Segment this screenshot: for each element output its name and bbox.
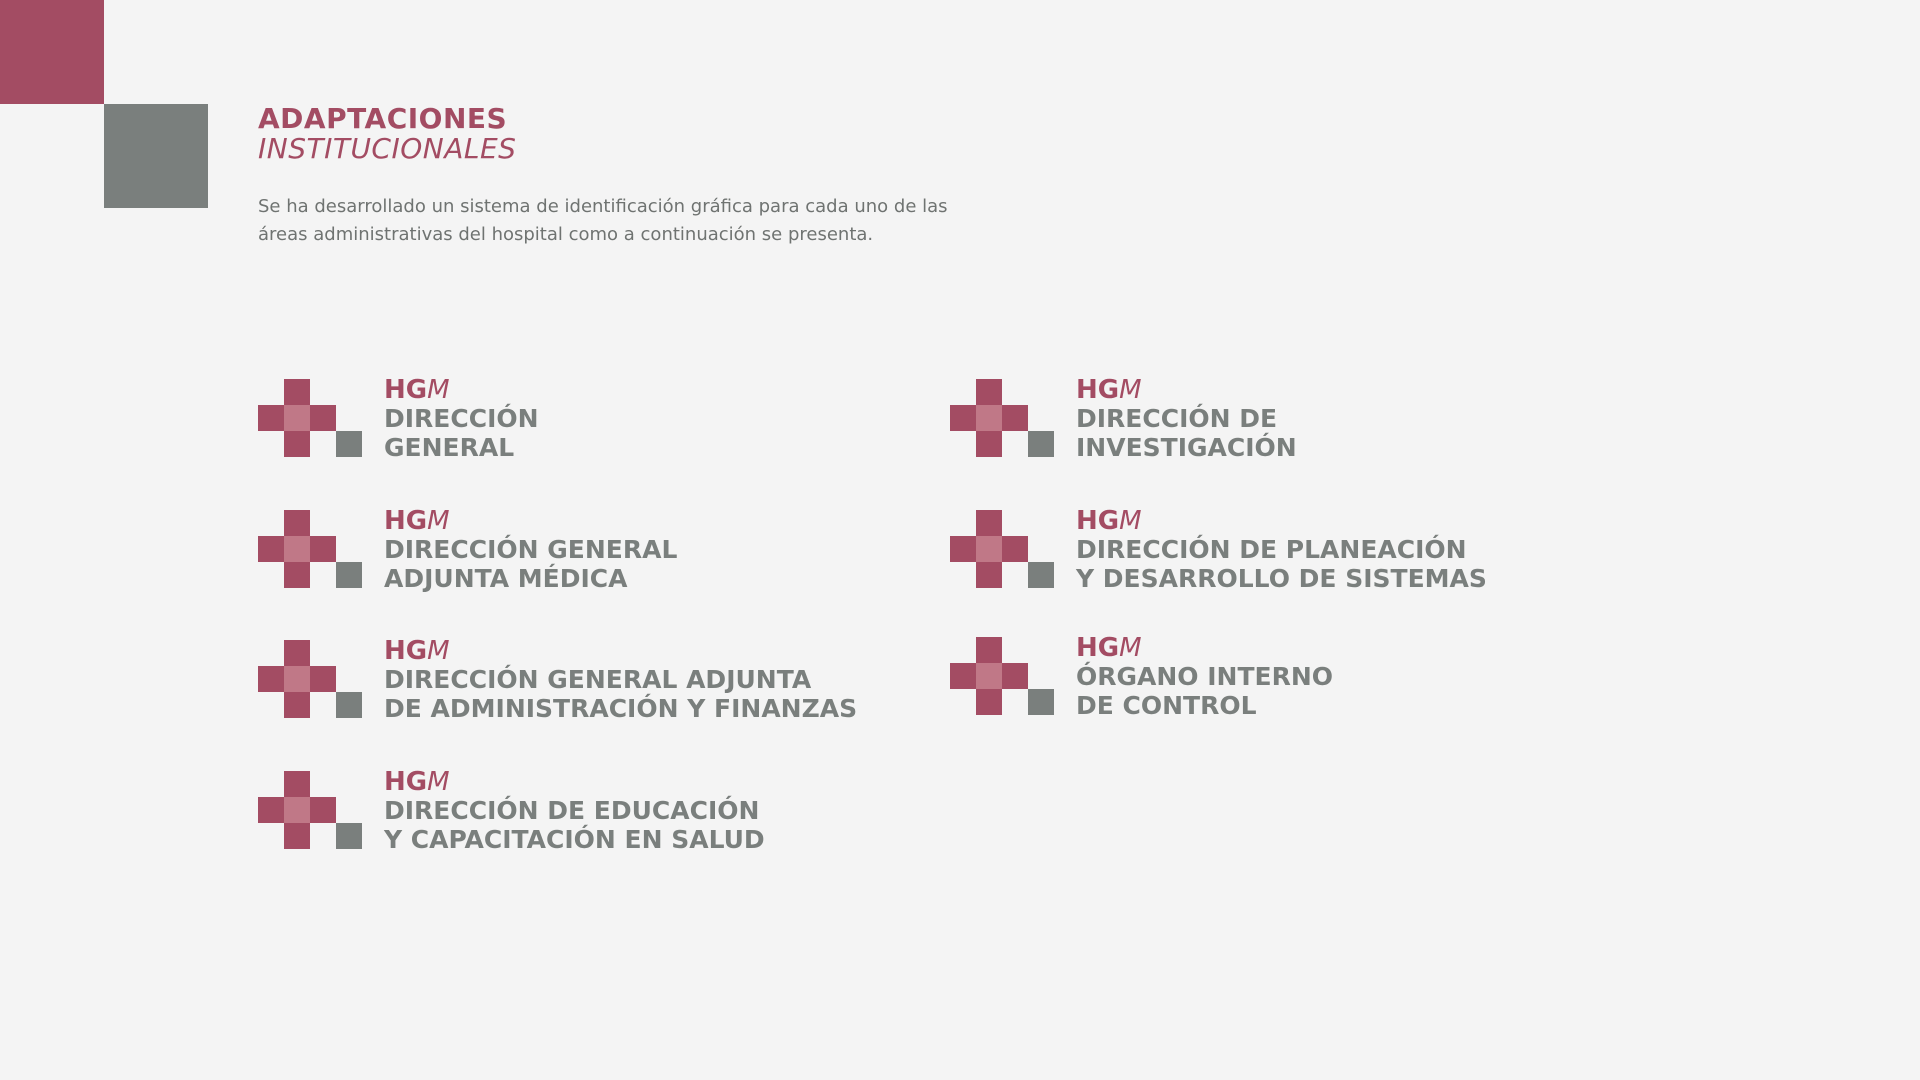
logo-cell	[976, 637, 1002, 663]
area-identity-6	[950, 507, 1487, 593]
area-name-line1: DIRECCIÓN DE EDUCACIÓN	[384, 796, 760, 825]
logo-cell	[336, 431, 362, 457]
cross-logo-icon	[950, 379, 1054, 457]
logo-cell	[284, 405, 310, 431]
hgm-brand-label	[384, 637, 857, 665]
brand-hg: HG	[384, 506, 428, 536]
brand-m: M	[1119, 633, 1142, 663]
logo-cell	[310, 405, 336, 431]
logo-cell	[976, 431, 1002, 457]
area-identity-1	[258, 376, 539, 462]
page-title-line2: INSTITUCIONALES	[258, 132, 517, 165]
brand-hg: HG	[384, 636, 428, 666]
logo-cell	[976, 562, 1002, 588]
logo-cell	[976, 510, 1002, 536]
hgm-brand-label	[384, 768, 765, 796]
logo-cell	[976, 536, 1002, 562]
logo-cell	[336, 692, 362, 718]
hgm-brand-label	[1076, 507, 1487, 535]
logo-cell	[258, 666, 284, 692]
brand-m: M	[1119, 506, 1142, 536]
brand-m: M	[1119, 375, 1142, 405]
intro-line2: áreas administrativas del hospital como a continuación se presenta.	[258, 224, 874, 245]
logo-cell	[258, 797, 284, 823]
brand-m: M	[427, 636, 450, 666]
logo-cell	[1028, 562, 1054, 588]
cross-logo-icon	[258, 379, 362, 457]
area-identity-4	[258, 768, 765, 854]
logo-cell	[284, 379, 310, 405]
logo-cell	[1002, 663, 1028, 689]
area-text	[384, 376, 539, 462]
logo-cell	[310, 666, 336, 692]
area-identity-3	[258, 637, 857, 723]
logo-cell	[284, 640, 310, 666]
cross-logo-icon	[950, 637, 1054, 715]
area-text	[1076, 376, 1297, 462]
cross-logo-icon	[258, 640, 362, 718]
brand-hg: HG	[1076, 633, 1120, 663]
logo-cell	[950, 663, 976, 689]
logo-cell	[258, 536, 284, 562]
logo-cell	[284, 562, 310, 588]
page-title	[258, 104, 516, 164]
area-name-line1: DIRECCIÓN GENERAL	[384, 535, 678, 564]
area-name-line1: DIRECCIÓN DE	[1076, 404, 1278, 433]
logo-cell	[284, 823, 310, 849]
logo-cell	[1028, 431, 1054, 457]
area-name-line2: Y CAPACITACIÓN EN SALUD	[384, 825, 765, 854]
area-identity-2	[258, 507, 677, 593]
area-text	[1076, 634, 1333, 720]
cross-logo-icon	[950, 510, 1054, 588]
corner-square-pink	[0, 0, 104, 104]
brand-hg: HG	[1076, 506, 1120, 536]
area-text	[384, 768, 765, 854]
logo-cell	[284, 692, 310, 718]
logo-cell	[950, 536, 976, 562]
logo-cell	[1002, 405, 1028, 431]
logo-cell	[284, 666, 310, 692]
logo-cell	[1002, 536, 1028, 562]
intro-line1: Se ha desarrollado un sistema de identificación gráfica para cada uno de las	[258, 196, 948, 217]
page-title-line1: ADAPTACIONES	[258, 102, 508, 135]
logo-cell	[310, 797, 336, 823]
area-name-line1: ÓRGANO INTERNO	[1076, 662, 1334, 691]
area-name-line2: DE CONTROL	[1076, 691, 1257, 720]
logo-cell	[976, 379, 1002, 405]
logo-cell	[284, 797, 310, 823]
logo-cell	[284, 510, 310, 536]
logo-cell	[976, 689, 1002, 715]
corner-square-gray	[104, 104, 208, 208]
logo-cell	[336, 823, 362, 849]
area-text	[1076, 507, 1487, 593]
logo-cell	[258, 405, 284, 431]
area-name-line1: DIRECCIÓN GENERAL ADJUNTA	[384, 665, 812, 694]
area-name-line2: Y DESARROLLO DE SISTEMAS	[1076, 564, 1487, 593]
hgm-brand-label	[1076, 634, 1333, 662]
logo-cell	[976, 663, 1002, 689]
brand-m: M	[427, 375, 450, 405]
logo-cell	[284, 536, 310, 562]
logo-cell	[284, 771, 310, 797]
intro-paragraph	[258, 193, 1018, 249]
area-name-line1: DIRECCIÓN DE PLANEACIÓN	[1076, 535, 1467, 564]
cross-logo-icon	[258, 510, 362, 588]
brand-hg: HG	[384, 375, 428, 405]
hgm-brand-label	[384, 376, 539, 404]
hgm-brand-label	[1076, 376, 1297, 404]
logo-cell	[284, 431, 310, 457]
brand-m: M	[427, 506, 450, 536]
brand-hg: HG	[1076, 375, 1120, 405]
area-name-line1: DIRECCIÓN	[384, 404, 539, 433]
logo-cell	[976, 405, 1002, 431]
logo-cell	[950, 405, 976, 431]
area-identity-5	[950, 376, 1297, 462]
logo-cell	[310, 536, 336, 562]
logo-cell	[1028, 689, 1054, 715]
area-name-line2: GENERAL	[384, 433, 515, 462]
logo-cell	[336, 562, 362, 588]
area-text	[384, 507, 677, 593]
area-name-line2: DE ADMINISTRACIÓN Y FINANZAS	[384, 694, 858, 723]
area-text	[384, 637, 857, 723]
hgm-brand-label	[384, 507, 677, 535]
area-identity-7	[950, 634, 1333, 720]
brand-m: M	[427, 767, 450, 797]
area-name-line2: ADJUNTA MÉDICA	[384, 564, 628, 593]
brand-hg: HG	[384, 767, 428, 797]
cross-logo-icon	[258, 771, 362, 849]
area-name-line2: INVESTIGACIÓN	[1076, 433, 1297, 462]
